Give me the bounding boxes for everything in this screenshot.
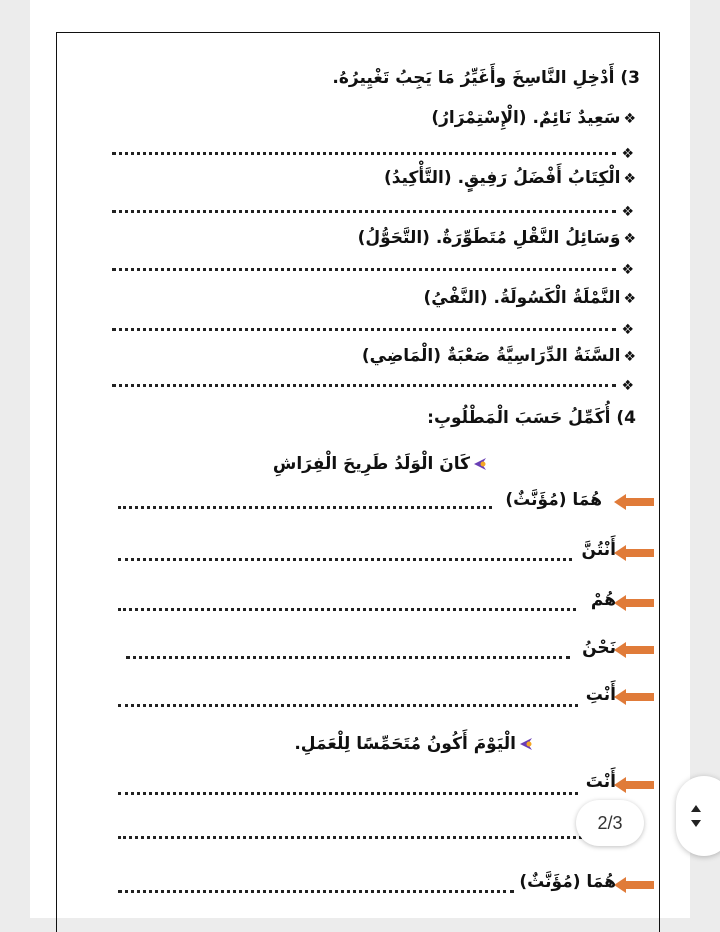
answer-line: [118, 704, 578, 707]
left-arrow-icon: [614, 544, 654, 562]
exercise-item-text: سَعِيدٌ نَائِمٌ. (الْإِسْتِمْرَارُ): [431, 108, 621, 128]
prompt-label: أَنْتِ: [585, 685, 616, 705]
exercise-item: [431, 106, 636, 131]
exercise-item-text: النَّمْلَةُ الْكَسُولَةُ. (النَّفْيُ): [423, 288, 621, 308]
exercise-item: [358, 226, 636, 251]
diamond-bullet-icon: ❖: [621, 262, 634, 278]
left-arrow-icon: [614, 688, 654, 706]
model-sentence: [294, 732, 534, 756]
answer-line: [112, 384, 616, 387]
exercise-item-text: الْكِتَابُ أَفْضَلُ رَفِيقٍ. (التَّأْكِيدُ): [383, 168, 621, 188]
diamond-bullet-icon: ❖: [623, 231, 636, 247]
exercise-item-text: وَسَائِلُ النَّقْلِ مُتَطَوِّرَةٌ. (التَّحَوُّلُ): [357, 228, 621, 248]
page-indicator: 2/3: [576, 800, 644, 846]
prompt-label: هُمَا (مُؤَنَّثٌ): [519, 872, 616, 892]
answer-line: [112, 210, 616, 213]
section3-title: 3) أَدْخِلِ النَّاسِخَ وأَغَيِّرُ مَا يَجِبُ تَغْيِيرُهُ.: [332, 68, 640, 88]
answer-line: [118, 836, 618, 839]
diamond-bullet-icon: ❖: [623, 291, 636, 307]
exercise-item: [362, 344, 636, 369]
answer-line: [118, 558, 572, 561]
prompt-label: أَنْتُنَّ: [581, 540, 616, 560]
answer-line: [112, 152, 616, 155]
pointer-star-icon: [472, 456, 488, 472]
diamond-bullet-icon: ❖: [623, 349, 636, 365]
prompt-label: هُمْ: [590, 590, 616, 610]
chevron-up-down-icon: [686, 801, 706, 831]
left-arrow-icon: [614, 594, 654, 612]
answer-line: [118, 608, 576, 611]
pointer-star-icon: [518, 736, 534, 752]
diamond-bullet-icon: ❖: [621, 378, 634, 394]
diamond-bullet-icon: ❖: [623, 171, 636, 187]
exercise-item: [423, 286, 636, 311]
left-arrow-icon: [614, 641, 654, 659]
section4-title: 4) أُكَمِّلُ حَسَبَ الْمَطْلُوبِ:: [427, 408, 636, 428]
answer-line: [112, 268, 616, 271]
model-sentence-text: كَانَ الْوَلَدُ طَرِيحَ الْفِرَاشِ: [272, 454, 470, 474]
exercise-item: [384, 166, 636, 191]
diamond-bullet-icon: ❖: [621, 146, 634, 162]
answer-line: [118, 506, 492, 509]
page-nav-button[interactable]: [676, 776, 720, 856]
diamond-bullet-icon: ❖: [623, 111, 636, 127]
prompt-label: نَحْنُ: [582, 638, 616, 658]
prompt-label: هُمَا (مُؤَنَّثٌ): [505, 490, 602, 510]
answer-line: [126, 656, 570, 659]
answer-line: [118, 890, 514, 893]
answer-line: [118, 792, 578, 795]
left-arrow-icon: [614, 776, 654, 794]
prompt-label: أَنْتَ: [585, 772, 616, 792]
answer-line: [112, 328, 616, 331]
diamond-bullet-icon: ❖: [621, 322, 634, 338]
model-sentence: [273, 452, 488, 476]
model-sentence-text: الْيَوْمَ أَكُونُ مُتَحَمِّسًا لِلْعَمَلِ.: [294, 734, 516, 754]
left-arrow-icon: [614, 876, 654, 894]
diamond-bullet-icon: ❖: [621, 204, 634, 220]
left-arrow-icon: [614, 493, 654, 511]
exercise-item-text: السَّنَةُ الدِّرَاسِيَّةُ صَعْبَةٌ (الْمَاضِي): [361, 346, 621, 366]
